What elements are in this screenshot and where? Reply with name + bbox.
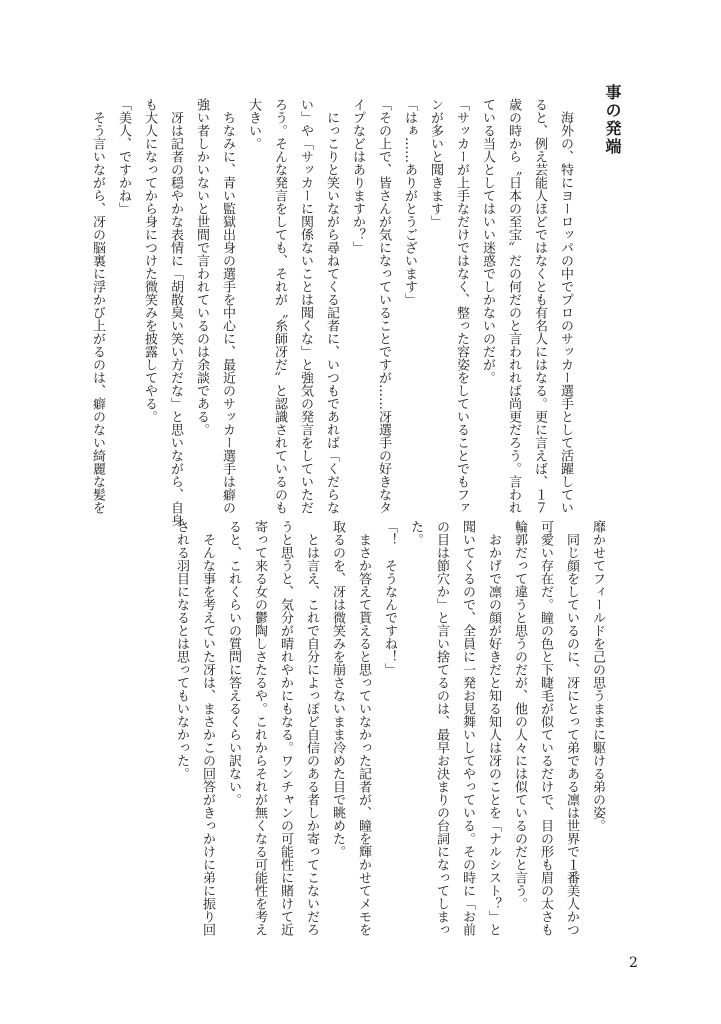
text-line: 冴は記者の穏やかな表情に「胡散臭い笑い方だな」と思いながら、自身 (168, 98, 183, 527)
text-line: 「美人、ですかね」 (116, 98, 131, 215)
text-line: まさか答えて貰えると思っていなかった記者が、瞳を輝かせてメモを (356, 520, 371, 936)
text-line: そんな事を考えていた冴は、まさかこの回答がきっかけに弟に振り回 (200, 520, 215, 936)
chapter-title: 事の発端 (603, 84, 622, 156)
page-number: 2 (629, 955, 638, 971)
text-line: 同じ顔をしているのに、冴にとって弟である凛は世界で１番美人かつ (564, 520, 579, 936)
text-line: い」や「サッカーに関係ないことは聞くな」と強気の発言をしていただ (298, 98, 313, 514)
text-line: 靡かせてフィールドを己の思うままに駆ける弟の姿。 (590, 520, 605, 832)
text-line: される羽目になるとは思ってもいなかった。 (174, 520, 189, 780)
upper-text-block (90, 98, 578, 527)
text-line: 輪郭だって違うと思うのだが、他の人々には似ているのだと言う。 (512, 520, 527, 910)
text-line: 「その上で、皆さんが気になっていることですが……冴選手の好きなタ (376, 98, 391, 514)
text-line: 大きい。 (246, 98, 261, 150)
text-line: ると、これくらいの質問に答えるくらい訳ない。 (226, 520, 241, 806)
text-line: にっこりと笑いながら尋ねてくる記者に、いつもであれば「くだらな (324, 98, 339, 514)
text-line: 寄って来る女の鬱陶しさたるや。これからそれが無くなる可能性を考え (252, 520, 267, 936)
text-line: 歳の時から〝日本の至宝〟だの何だのと言われれば尚更だろう。言われ (506, 98, 521, 514)
text-line: も大人になってから身につけた微笑みを披露してやる。 (142, 98, 157, 423)
text-line: 「！ そうなんですね！」 (382, 520, 397, 676)
text-line: 強い者しかいないと世間で言われているのは余談である。 (194, 98, 209, 436)
text-line: うと思うと、気分が晴れやかにもなる。ワンチャンの可能性に賭けて近 (278, 520, 293, 936)
text-line: 「サッカーが上手なだけではなく、整った容姿をしていることでもファ (454, 98, 469, 514)
text-line: 海外の、特にヨーロッパの中でプロのサッカー選手として活躍してい (558, 98, 573, 514)
text-line: 可愛い存在だ。瞳の色と下睫毛が似ているだけで、目の形も眉の太さも (538, 520, 553, 936)
text-line: イプなどはありますか？」 (350, 98, 365, 254)
text-line: ると、例え芸能人ほどではなくとも有名人にはなる。更に言えば、１７ (532, 98, 547, 514)
text-line: そう言いながら、冴の脳裏に浮かび上がるのは、癖のない綺麗な髪を (90, 98, 105, 514)
text-line: 「はぁ……ありがとうございます」 (402, 98, 417, 306)
text-line: ている当人としてはいい迷惑でしかないのだが。 (480, 98, 495, 384)
lower-text-block (174, 520, 610, 936)
text-line: 取るのを、冴は微笑みを崩さないまま冷めた目で眺めた。 (330, 520, 345, 858)
text-line: ンが多いと聞きます」 (428, 98, 443, 228)
text-line: おかげで凛の顔が好きだと知る知人は冴のことを「ナルシスト？」と (486, 520, 501, 936)
text-line: の目は節穴か」と言い捨てるのは、最早お決まりの台詞になってしまっ (434, 520, 449, 936)
text-line: 聞いてくるので、全員に一発お見舞いしてやっている。その時に「お前 (460, 520, 475, 936)
text-line: ちなみに、青い監獄出身の選手を中心に、最近のサッカー選手は癖の (220, 98, 235, 514)
text-line: とは言え、これで自分によっぽど自信のある者しか寄ってこないだろ (304, 520, 319, 936)
text-line: た。 (408, 520, 423, 546)
text-line: ろう。そんな発言をしても、それが〝糸師冴だ〟と認識されているのも (272, 98, 287, 514)
